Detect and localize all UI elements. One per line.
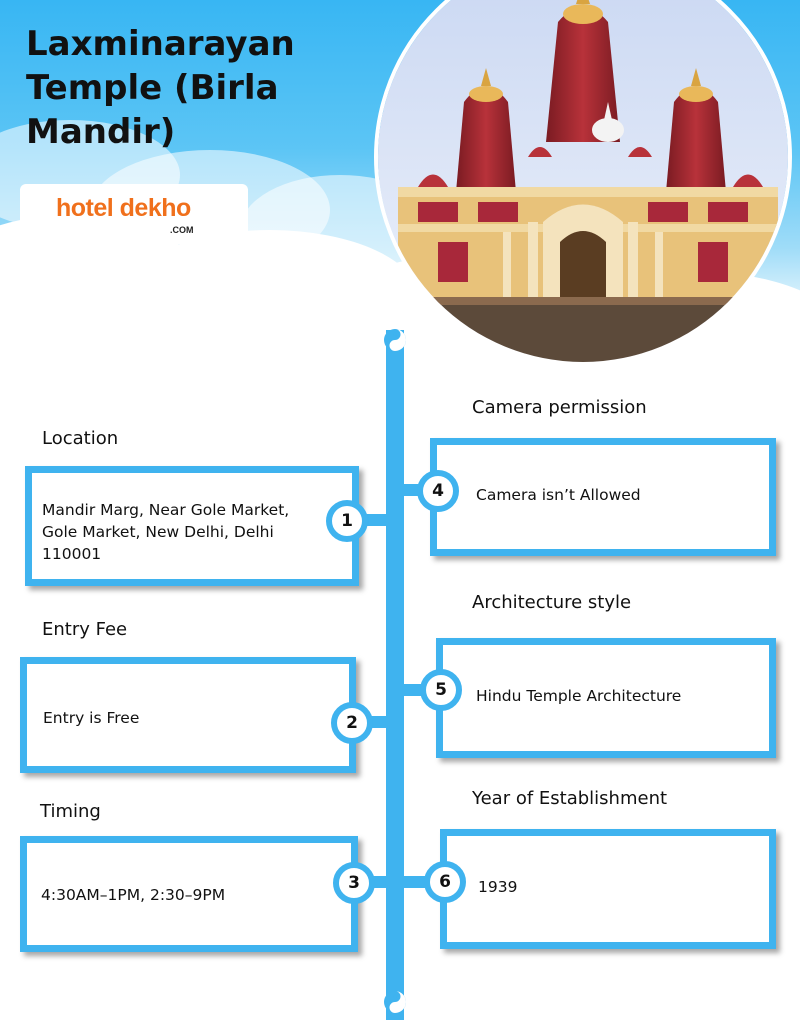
location-label: Location: [42, 428, 119, 449]
step-number-4: 4: [417, 470, 459, 512]
architecture-style-value: Hindu Temple Architecture: [476, 687, 682, 705]
step-number-1: 1: [326, 500, 368, 542]
timing-value: 4:30AM–1PM, 2:30–9PM: [41, 886, 226, 904]
entry-fee-value: Entry is Free: [43, 709, 140, 727]
timeline-spine: [386, 330, 404, 1020]
step-number-3: 3: [333, 862, 375, 904]
yin-yang-icon: [383, 328, 407, 352]
timing-label: Timing: [40, 801, 101, 822]
camera-permission-card: [430, 438, 776, 556]
architecture-style-card: [436, 638, 776, 758]
camera-permission-label: Camera permission: [472, 397, 647, 418]
yin-yang-icon: [383, 990, 407, 1014]
camera-permission-value: Camera isn’t Allowed: [476, 486, 641, 504]
logo-domain: .COM: [170, 225, 194, 235]
page-title: Laxminarayan Temple (Birla Mandir): [26, 24, 295, 152]
step-number-2: 2: [331, 702, 373, 744]
location-card: [25, 466, 359, 586]
entry-fee-label: Entry Fee: [42, 619, 128, 640]
location-value: Mandir Marg, Near Gole Market, Gole Market, New Delhi, Delhi 110001: [42, 501, 290, 563]
year-of-establishment-value: 1939: [478, 878, 518, 896]
architecture-style-label: Architecture style: [472, 592, 632, 613]
brand-logo[interactable]: [20, 184, 248, 244]
timeline-branch: [370, 716, 390, 728]
step-number-6: 6: [424, 861, 466, 903]
timing-card: [20, 836, 358, 952]
logo-wordmark: hotel dekho: [56, 194, 191, 222]
timeline-branch: [400, 876, 426, 888]
step-number-5: 5: [420, 669, 462, 711]
entry-fee-card: [20, 657, 356, 773]
year-of-establishment-label: Year of Establishment: [472, 788, 668, 809]
year-of-establishment-card: [440, 829, 776, 949]
